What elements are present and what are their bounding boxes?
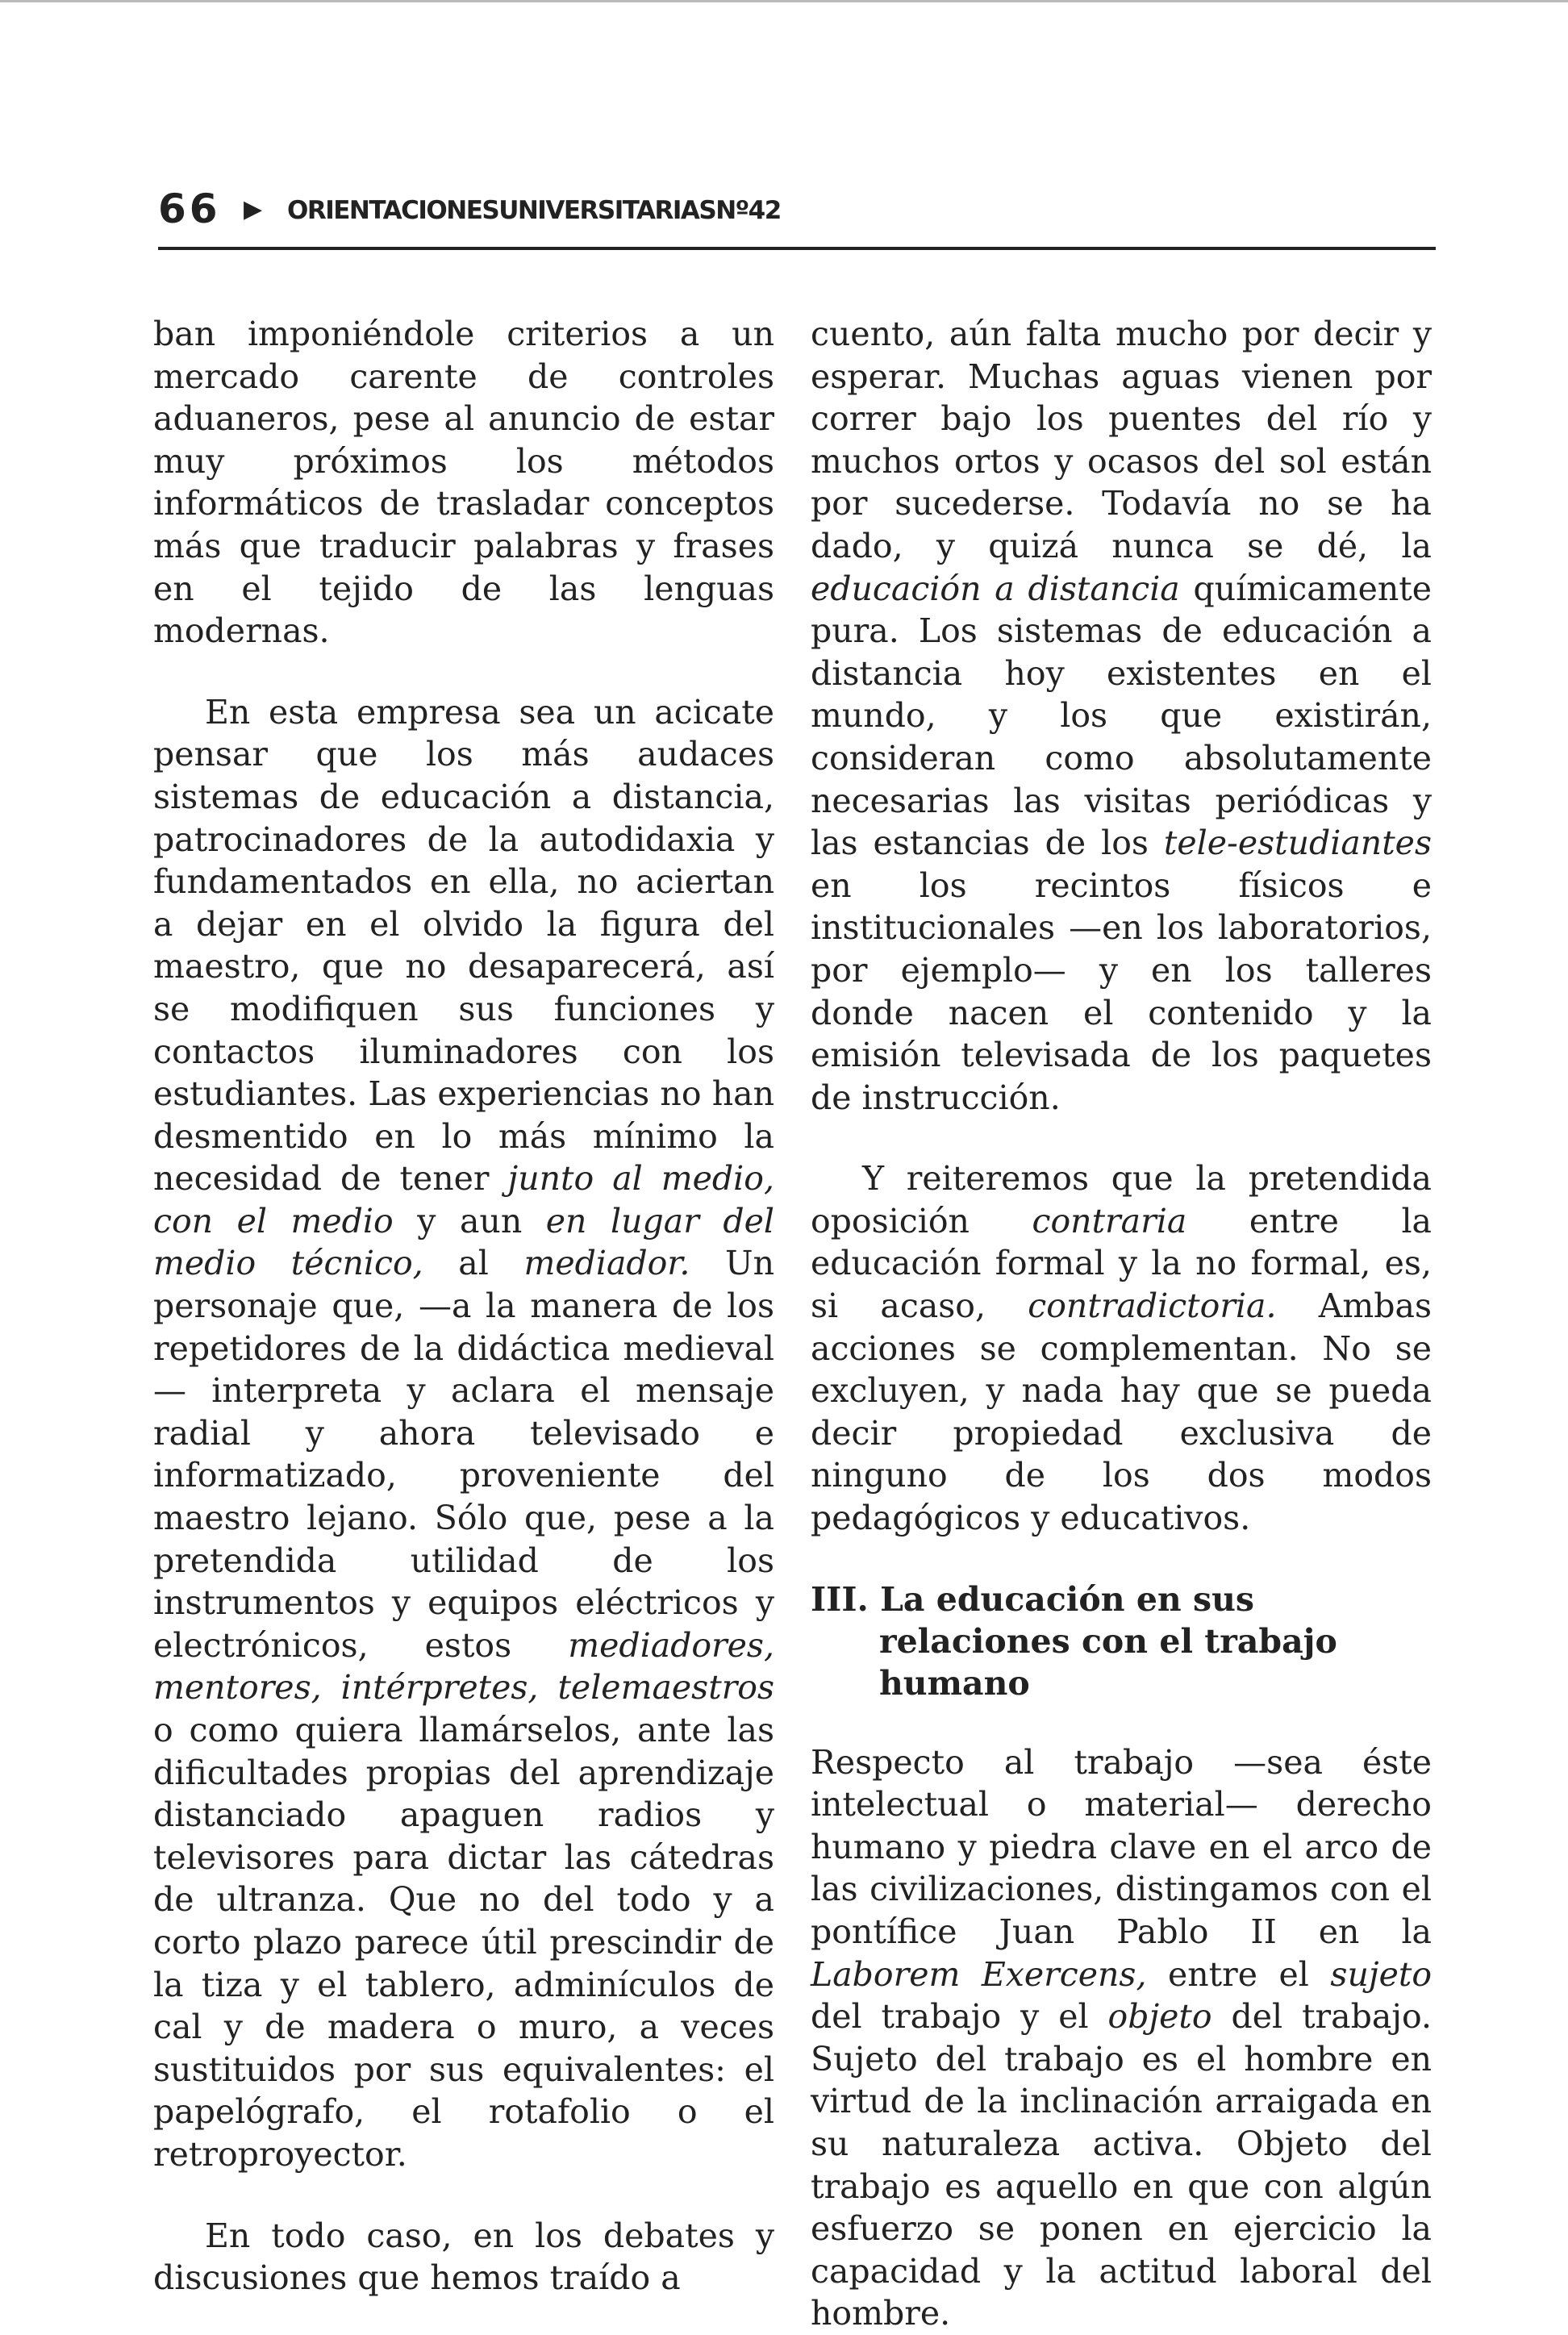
right-column	[811, 313, 1432, 2335]
page-number: 66	[158, 186, 221, 232]
paragraph: cuento, aún falta mucho por decir y esperar. Muchas aguas vienen por correr bajo los puentes del río y muchos ortos y ocasos del sol están por sucederse. Todavía no se ha dado, y quizá nunca se dé, la educación a distancia químicamente pura. Los sistemas de educación a distancia hoy existentes en el mundo, y los que existirán, consideran como absolutamente necesarias las visitas periódicas y las estancias de los tele-estudiantes en los recintos físicos e institucionales —en los laboratorios, por ejemplo— y en los talleres donde nacen el contenido y la emisión televisada de los paquetes de instrucción.	[811, 315, 1432, 1117]
section-heading: III. La educación en sus relaciones con el trabajo humano	[811, 1579, 1337, 1703]
running-header	[158, 186, 1436, 250]
paragraph: En todo caso, en los debates y discusiones que hemos traído a	[153, 2216, 774, 2298]
paragraph: ban imponiéndole criterios a un mercado carente de controles aduaneros, pese al anuncio de estar muy próximos los métodos informáticos de trasladar conceptos más que traducir palabras y frases en el tejido de las lenguas modernas.	[153, 315, 774, 651]
journal-title: ORIENTACIONESUNIVERSITARIASNº42	[287, 196, 781, 225]
paragraph: En esta empresa sea un acicate pensar que los más audaces sistemas de educación a distancia, patrocinadores de la autodidaxia y fundamentados en ella, no aciertan a dejar en el olvido la figura del maestro, que no desaparecerá, así se modifiquen sus funciones y contactos iluminadores con los estudiantes. Las experiencias no han desmentido en lo más mínimo la necesidad de tener junto al medio, con el medio y aun en lugar del medio técnico, al mediador. Un personaje que, —a la manera de los repetidores de la didáctica medieval— interpreta y aclara el mensaje radial y ahora televisado e informatizado, proveniente del maestro lejano. Sólo que, pese a la pretendida utilidad de los instrumentos y equipos eléctricos y electrónicos, estos mediadores, mentores, intérpretes, telemaestros o como quiera llamárselos, ante las dificultades propias del aprendizaje distanciado apaguen radios y televisores para dictar las cátedras de ultranza. Que no del todo y a corto plazo parece útil prescindir de la tiza y el tablero, adminículos de cal y de madera o muro, a veces sustituidos por sus equivalentes: el papelógrafo, el rotafolio o el retroproyector.	[153, 692, 775, 2174]
page-top-edge	[0, 0, 1568, 2]
arrow-icon: ▶	[244, 195, 263, 223]
paragraph: Y reiteremos que la pretendida oposición contraria entre la educación formal y la no formal, es, si acaso, contradictoria. Ambas acciones se complementan. No se excluyen, y nada hay que se pueda decir propiedad exclusiva de ninguno de los dos modos pedagógicos y educativos.	[811, 1159, 1432, 1538]
left-column	[153, 313, 774, 2300]
paragraph: Respecto al trabajo —sea éste intelectual o material— derecho humano y piedra clave en el arco de las civilizaciones, distingamos con el pontífice Juan Pablo II en la Laborem Exercens, entre el sujeto del trabajo y el objeto del trabajo. Sujeto del trabajo es el hombre en virtud de la inclinación arraigada en su naturaleza activa. Objeto del trabajo es aquello en que con algún esfuerzo se ponen en ejercicio la capacidad y la actitud laboral del hombre.	[811, 1742, 1432, 2333]
